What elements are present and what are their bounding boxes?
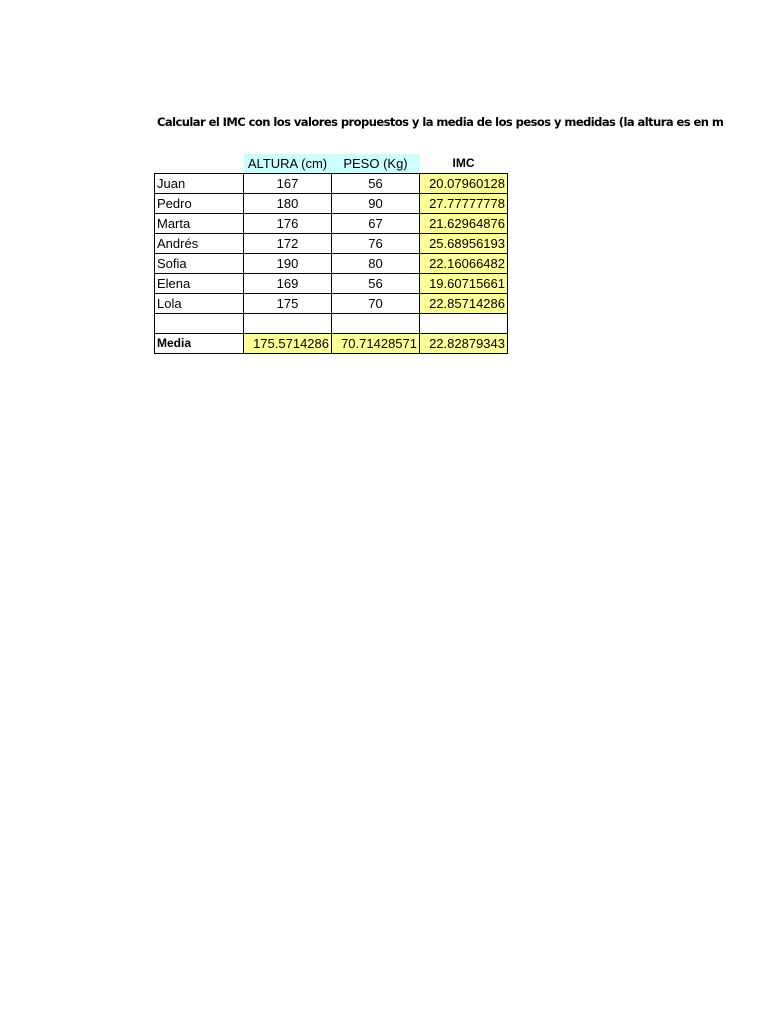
altura-cell[interactable]: 169 [244, 274, 332, 294]
media-label[interactable]: Media [155, 333, 244, 353]
table-row [155, 234, 508, 254]
table-row [155, 254, 508, 274]
table-row [155, 294, 508, 314]
name-cell[interactable]: Sofia [155, 254, 244, 274]
media-altura[interactable]: 175.5714286 [244, 333, 332, 353]
media-imc[interactable]: 22.82879343 [420, 333, 508, 353]
empty-row [155, 314, 508, 334]
header-altura[interactable]: ALTURA (cm) [244, 154, 332, 174]
table-row [155, 274, 508, 294]
peso-cell[interactable]: 80 [332, 254, 420, 274]
altura-cell[interactable]: 175 [244, 294, 332, 314]
peso-cell[interactable]: 70 [332, 294, 420, 314]
peso-cell[interactable]: 56 [332, 274, 420, 294]
name-cell[interactable]: Pedro [155, 194, 244, 214]
header-name-cell[interactable] [155, 154, 244, 174]
empty-cell[interactable] [420, 314, 508, 334]
imc-cell[interactable]: 20.07960128 [420, 174, 508, 194]
altura-cell[interactable]: 190 [244, 254, 332, 274]
empty-cell[interactable] [155, 314, 244, 334]
header-imc[interactable]: IMC [452, 156, 475, 170]
name-cell[interactable]: Andrés [155, 234, 244, 254]
imc-cell[interactable]: 25.68956193 [420, 234, 508, 254]
imc-cell[interactable]: 22.16066482 [420, 254, 508, 274]
altura-cell[interactable]: 172 [244, 234, 332, 254]
altura-cell[interactable]: 176 [244, 214, 332, 234]
table-row [155, 194, 508, 214]
name-cell[interactable]: Marta [155, 214, 244, 234]
peso-cell[interactable]: 56 [332, 174, 420, 194]
name-cell[interactable]: Juan [155, 174, 244, 194]
media-row [155, 333, 508, 353]
imc-table [154, 154, 508, 354]
peso-cell[interactable]: 67 [332, 214, 420, 234]
peso-cell[interactable]: 90 [332, 194, 420, 214]
header-peso[interactable]: PESO (Kg) [332, 154, 420, 174]
table-row [155, 214, 508, 234]
imc-cell[interactable]: 19.60715661 [420, 274, 508, 294]
page-title: Calcular el IMC con los valores propuestos y la media de los pesos y medidas (la altura es en m [157, 115, 724, 129]
imc-cell[interactable]: 22.85714286 [420, 294, 508, 314]
empty-cell[interactable] [332, 314, 420, 334]
peso-cell[interactable]: 76 [332, 234, 420, 254]
altura-cell[interactable]: 167 [244, 174, 332, 194]
altura-cell[interactable]: 180 [244, 194, 332, 214]
imc-cell[interactable]: 27.77777778 [420, 194, 508, 214]
name-cell[interactable]: Lola [155, 294, 244, 314]
table-row [155, 174, 508, 194]
name-cell[interactable]: Elena [155, 274, 244, 294]
empty-cell[interactable] [244, 314, 332, 334]
imc-cell[interactable]: 21.62964876 [420, 214, 508, 234]
header-row [155, 154, 508, 174]
media-peso[interactable]: 70.71428571 [332, 333, 420, 353]
